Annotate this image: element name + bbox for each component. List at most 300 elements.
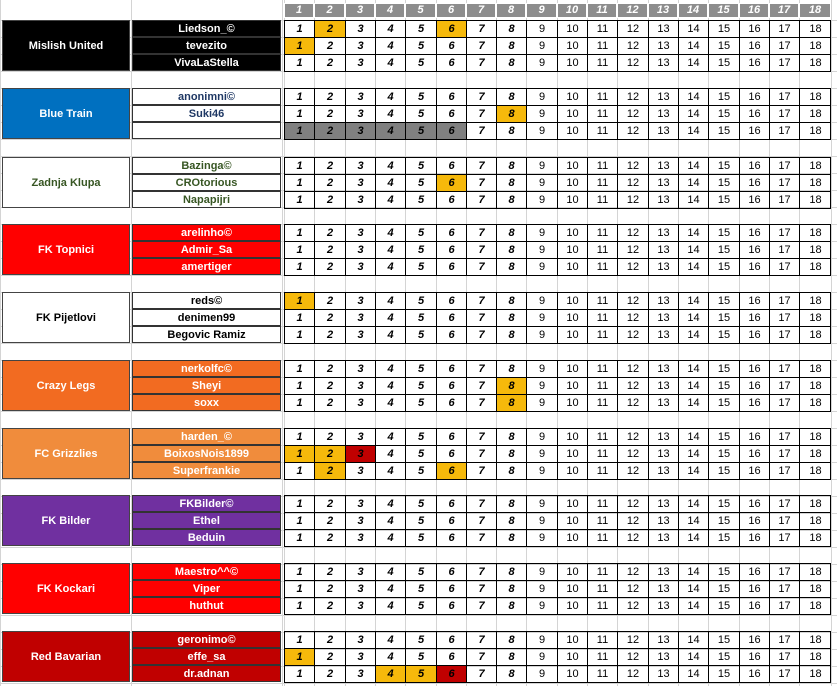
round-cell[interactable]: 14: [678, 648, 708, 665]
round-cell[interactable]: 17: [769, 631, 799, 648]
round-cell[interactable]: 1: [284, 563, 314, 580]
round-cell[interactable]: 10: [557, 462, 587, 479]
round-cell[interactable]: 13: [648, 241, 678, 258]
round-cell[interactable]: 5: [405, 157, 436, 174]
round-cell[interactable]: 7: [466, 258, 496, 275]
player-name[interactable]: dr.adnan: [132, 665, 281, 682]
round-cell[interactable]: 7: [466, 224, 496, 241]
round-cell[interactable]: 14: [678, 241, 708, 258]
round-cell[interactable]: 3: [345, 20, 375, 37]
round-cell[interactable]: 6: [436, 224, 466, 241]
round-cell[interactable]: 5: [405, 174, 436, 191]
round-cell[interactable]: 11: [587, 224, 617, 241]
round-cell[interactable]: 8: [496, 191, 526, 208]
round-cell[interactable]: 6: [436, 665, 466, 682]
round-cell[interactable]: 13: [648, 326, 678, 343]
round-cell[interactable]: 8: [496, 174, 526, 191]
round-cell[interactable]: 11: [587, 665, 617, 682]
round-cell[interactable]: 5: [405, 445, 436, 462]
round-cell[interactable]: 17: [769, 174, 799, 191]
round-cell[interactable]: 10: [557, 631, 587, 648]
player-name[interactable]: nerkolfc©: [132, 360, 281, 377]
round-cell[interactable]: 17: [769, 157, 799, 174]
player-name[interactable]: Admir_Sa: [132, 241, 281, 258]
round-cell[interactable]: 14: [678, 495, 708, 512]
round-cell[interactable]: 14: [678, 174, 708, 191]
round-cell[interactable]: 10: [557, 174, 587, 191]
round-cell[interactable]: 1: [284, 360, 314, 377]
round-cell[interactable]: 16: [739, 292, 769, 309]
round-cell[interactable]: 7: [466, 648, 496, 665]
player-name[interactable]: Napapijri: [132, 191, 281, 208]
round-cell[interactable]: 6: [436, 54, 466, 71]
team-name[interactable]: Blue Train: [2, 88, 130, 139]
round-cell[interactable]: 6: [436, 309, 466, 326]
round-cell[interactable]: 4: [375, 377, 405, 394]
round-cell[interactable]: 17: [769, 258, 799, 275]
player-name[interactable]: amertiger: [132, 258, 281, 275]
round-cell[interactable]: 7: [466, 377, 496, 394]
round-header-8[interactable]: 8: [496, 3, 526, 18]
round-cell[interactable]: 4: [375, 174, 405, 191]
team-name[interactable]: Mislish United: [2, 20, 130, 71]
round-cell[interactable]: 14: [678, 445, 708, 462]
round-cell[interactable]: 1: [284, 292, 314, 309]
round-cell[interactable]: 17: [769, 580, 799, 597]
round-cell[interactable]: 7: [466, 157, 496, 174]
round-cell[interactable]: 13: [648, 105, 678, 122]
round-cell[interactable]: 17: [769, 54, 799, 71]
round-cell[interactable]: 1: [284, 462, 314, 479]
round-cell[interactable]: 12: [617, 37, 648, 54]
round-header-11[interactable]: 11: [587, 3, 617, 18]
round-cell[interactable]: 12: [617, 631, 648, 648]
round-cell[interactable]: 3: [345, 495, 375, 512]
round-cell[interactable]: 13: [648, 258, 678, 275]
round-cell[interactable]: 8: [496, 37, 526, 54]
round-cell[interactable]: 9: [526, 326, 557, 343]
round-cell[interactable]: 6: [436, 258, 466, 275]
round-cell[interactable]: 7: [466, 445, 496, 462]
round-cell[interactable]: 18: [799, 122, 831, 139]
round-header-1[interactable]: 1: [284, 3, 314, 18]
round-cell[interactable]: 12: [617, 191, 648, 208]
round-cell[interactable]: 9: [526, 105, 557, 122]
round-cell[interactable]: 9: [526, 54, 557, 71]
round-cell[interactable]: 14: [678, 597, 708, 614]
round-cell[interactable]: 17: [769, 224, 799, 241]
round-cell[interactable]: 12: [617, 665, 648, 682]
round-cell[interactable]: 10: [557, 88, 587, 105]
round-cell[interactable]: 4: [375, 648, 405, 665]
round-cell[interactable]: 18: [799, 157, 831, 174]
round-cell[interactable]: 15: [708, 563, 739, 580]
round-cell[interactable]: 11: [587, 495, 617, 512]
round-cell[interactable]: 10: [557, 191, 587, 208]
round-cell[interactable]: 16: [739, 580, 769, 597]
round-cell[interactable]: 15: [708, 191, 739, 208]
round-cell[interactable]: 15: [708, 512, 739, 529]
round-cell[interactable]: 7: [466, 105, 496, 122]
round-cell[interactable]: 15: [708, 631, 739, 648]
round-cell[interactable]: 14: [678, 20, 708, 37]
round-cell[interactable]: 7: [466, 394, 496, 411]
round-cell[interactable]: 14: [678, 191, 708, 208]
round-cell[interactable]: 10: [557, 394, 587, 411]
round-cell[interactable]: 3: [345, 174, 375, 191]
round-cell[interactable]: 18: [799, 597, 831, 614]
round-cell[interactable]: 14: [678, 631, 708, 648]
round-cell[interactable]: 15: [708, 105, 739, 122]
round-cell[interactable]: 15: [708, 597, 739, 614]
round-cell[interactable]: 12: [617, 258, 648, 275]
round-cell[interactable]: 10: [557, 665, 587, 682]
round-cell[interactable]: 16: [739, 360, 769, 377]
player-name[interactable]: Ethel: [132, 512, 281, 529]
round-cell[interactable]: 17: [769, 597, 799, 614]
round-cell[interactable]: 8: [496, 309, 526, 326]
round-cell[interactable]: 4: [375, 157, 405, 174]
round-cell[interactable]: 10: [557, 597, 587, 614]
round-cell[interactable]: 17: [769, 88, 799, 105]
round-cell[interactable]: 16: [739, 122, 769, 139]
round-cell[interactable]: 1: [284, 428, 314, 445]
round-cell[interactable]: 12: [617, 445, 648, 462]
round-cell[interactable]: 9: [526, 241, 557, 258]
round-cell[interactable]: 3: [345, 428, 375, 445]
round-cell[interactable]: 18: [799, 428, 831, 445]
round-cell[interactable]: 10: [557, 495, 587, 512]
round-cell[interactable]: 12: [617, 495, 648, 512]
round-cell[interactable]: 2: [314, 309, 345, 326]
round-cell[interactable]: 3: [345, 631, 375, 648]
round-cell[interactable]: 4: [375, 224, 405, 241]
round-cell[interactable]: 1: [284, 241, 314, 258]
round-cell[interactable]: 7: [466, 529, 496, 546]
player-name[interactable]: FKBilder©: [132, 495, 281, 512]
round-cell[interactable]: 1: [284, 529, 314, 546]
round-cell[interactable]: 2: [314, 20, 345, 37]
round-cell[interactable]: 14: [678, 309, 708, 326]
round-cell[interactable]: 7: [466, 88, 496, 105]
round-cell[interactable]: 3: [345, 292, 375, 309]
round-cell[interactable]: 11: [587, 292, 617, 309]
round-header-6[interactable]: 6: [436, 3, 466, 18]
round-cell[interactable]: 12: [617, 462, 648, 479]
round-cell[interactable]: 12: [617, 174, 648, 191]
round-cell[interactable]: 9: [526, 377, 557, 394]
round-cell[interactable]: 2: [314, 88, 345, 105]
round-header-10[interactable]: 10: [557, 3, 587, 18]
round-cell[interactable]: 5: [405, 462, 436, 479]
round-cell[interactable]: 18: [799, 105, 831, 122]
round-cell[interactable]: 16: [739, 512, 769, 529]
round-cell[interactable]: 12: [617, 54, 648, 71]
round-cell[interactable]: 4: [375, 122, 405, 139]
round-cell[interactable]: 5: [405, 597, 436, 614]
round-cell[interactable]: 6: [436, 377, 466, 394]
round-cell[interactable]: 13: [648, 462, 678, 479]
round-cell[interactable]: 6: [436, 360, 466, 377]
round-cell[interactable]: 8: [496, 157, 526, 174]
round-cell[interactable]: 5: [405, 88, 436, 105]
round-cell[interactable]: 8: [496, 122, 526, 139]
round-cell[interactable]: 17: [769, 326, 799, 343]
round-cell[interactable]: 8: [496, 394, 526, 411]
round-cell[interactable]: 12: [617, 105, 648, 122]
round-cell[interactable]: 13: [648, 428, 678, 445]
round-cell[interactable]: 14: [678, 360, 708, 377]
round-cell[interactable]: 11: [587, 445, 617, 462]
round-cell[interactable]: 6: [436, 241, 466, 258]
player-name[interactable]: reds©: [132, 292, 281, 309]
round-cell[interactable]: 8: [496, 20, 526, 37]
round-cell[interactable]: 2: [314, 224, 345, 241]
round-cell[interactable]: 7: [466, 563, 496, 580]
round-cell[interactable]: 13: [648, 665, 678, 682]
round-cell[interactable]: 12: [617, 428, 648, 445]
round-cell[interactable]: 5: [405, 54, 436, 71]
round-cell[interactable]: 1: [284, 445, 314, 462]
round-cell[interactable]: 6: [436, 648, 466, 665]
round-cell[interactable]: 12: [617, 224, 648, 241]
round-cell[interactable]: 15: [708, 309, 739, 326]
round-cell[interactable]: 10: [557, 360, 587, 377]
round-cell[interactable]: 12: [617, 122, 648, 139]
round-cell[interactable]: 18: [799, 258, 831, 275]
player-name[interactable]: geronimo©: [132, 631, 281, 648]
round-cell[interactable]: 3: [345, 224, 375, 241]
round-cell[interactable]: 6: [436, 529, 466, 546]
round-cell[interactable]: 5: [405, 191, 436, 208]
round-cell[interactable]: 8: [496, 597, 526, 614]
round-cell[interactable]: 14: [678, 258, 708, 275]
round-cell[interactable]: 1: [284, 54, 314, 71]
round-cell[interactable]: 2: [314, 428, 345, 445]
round-cell[interactable]: 13: [648, 512, 678, 529]
round-cell[interactable]: 10: [557, 157, 587, 174]
round-cell[interactable]: 6: [436, 105, 466, 122]
round-cell[interactable]: 11: [587, 157, 617, 174]
round-cell[interactable]: 12: [617, 292, 648, 309]
round-cell[interactable]: 13: [648, 37, 678, 54]
player-name[interactable]: VivaLaStella: [132, 54, 281, 71]
round-cell[interactable]: 9: [526, 665, 557, 682]
round-cell[interactable]: 18: [799, 360, 831, 377]
round-cell[interactable]: 12: [617, 326, 648, 343]
round-cell[interactable]: 1: [284, 258, 314, 275]
round-cell[interactable]: 3: [345, 88, 375, 105]
round-header-14[interactable]: 14: [678, 3, 708, 18]
round-cell[interactable]: 17: [769, 648, 799, 665]
round-cell[interactable]: 13: [648, 529, 678, 546]
round-cell[interactable]: 10: [557, 326, 587, 343]
player-name[interactable]: huthut: [132, 597, 281, 614]
round-cell[interactable]: 6: [436, 88, 466, 105]
round-cell[interactable]: 8: [496, 360, 526, 377]
round-cell[interactable]: 14: [678, 563, 708, 580]
round-cell[interactable]: 7: [466, 292, 496, 309]
round-cell[interactable]: 8: [496, 105, 526, 122]
round-cell[interactable]: 14: [678, 157, 708, 174]
round-cell[interactable]: 13: [648, 309, 678, 326]
round-cell[interactable]: 13: [648, 445, 678, 462]
round-cell[interactable]: 11: [587, 37, 617, 54]
round-cell[interactable]: 6: [436, 597, 466, 614]
round-cell[interactable]: 10: [557, 292, 587, 309]
round-cell[interactable]: 9: [526, 309, 557, 326]
round-cell[interactable]: 3: [345, 309, 375, 326]
round-cell[interactable]: 2: [314, 105, 345, 122]
round-cell[interactable]: 1: [284, 122, 314, 139]
round-cell[interactable]: 7: [466, 241, 496, 258]
round-cell[interactable]: 17: [769, 462, 799, 479]
round-cell[interactable]: 17: [769, 292, 799, 309]
player-name[interactable]: soxx: [132, 394, 281, 411]
round-cell[interactable]: 6: [436, 157, 466, 174]
round-cell[interactable]: 11: [587, 428, 617, 445]
round-cell[interactable]: 3: [345, 241, 375, 258]
player-name[interactable]: tevezito: [132, 37, 281, 54]
round-cell[interactable]: 13: [648, 191, 678, 208]
round-cell[interactable]: 6: [436, 580, 466, 597]
round-cell[interactable]: 15: [708, 648, 739, 665]
round-cell[interactable]: 5: [405, 648, 436, 665]
round-cell[interactable]: 9: [526, 157, 557, 174]
round-cell[interactable]: 10: [557, 20, 587, 37]
round-cell[interactable]: 8: [496, 580, 526, 597]
round-cell[interactable]: 6: [436, 37, 466, 54]
round-cell[interactable]: 13: [648, 495, 678, 512]
round-cell[interactable]: 14: [678, 326, 708, 343]
round-cell[interactable]: 11: [587, 580, 617, 597]
round-cell[interactable]: 5: [405, 580, 436, 597]
round-cell[interactable]: 4: [375, 37, 405, 54]
round-cell[interactable]: 11: [587, 631, 617, 648]
round-cell[interactable]: 3: [345, 462, 375, 479]
round-cell[interactable]: 8: [496, 648, 526, 665]
round-cell[interactable]: 16: [739, 631, 769, 648]
round-cell[interactable]: 16: [739, 462, 769, 479]
round-cell[interactable]: 12: [617, 241, 648, 258]
team-name[interactable]: Zadnja Klupa: [2, 157, 130, 208]
round-cell[interactable]: 3: [345, 122, 375, 139]
round-cell[interactable]: 2: [314, 241, 345, 258]
round-cell[interactable]: 1: [284, 495, 314, 512]
round-cell[interactable]: 13: [648, 224, 678, 241]
round-cell[interactable]: 18: [799, 495, 831, 512]
round-cell[interactable]: 15: [708, 377, 739, 394]
round-cell[interactable]: 16: [739, 241, 769, 258]
round-cell[interactable]: 6: [436, 512, 466, 529]
round-cell[interactable]: 8: [496, 462, 526, 479]
round-cell[interactable]: 14: [678, 462, 708, 479]
round-cell[interactable]: 1: [284, 512, 314, 529]
round-cell[interactable]: 17: [769, 512, 799, 529]
round-cell[interactable]: 3: [345, 445, 375, 462]
round-cell[interactable]: 3: [345, 563, 375, 580]
round-cell[interactable]: 2: [314, 462, 345, 479]
round-cell[interactable]: 6: [436, 428, 466, 445]
round-cell[interactable]: 17: [769, 360, 799, 377]
round-cell[interactable]: 11: [587, 326, 617, 343]
round-cell[interactable]: 10: [557, 580, 587, 597]
round-cell[interactable]: 5: [405, 563, 436, 580]
round-cell[interactable]: 12: [617, 648, 648, 665]
round-cell[interactable]: 13: [648, 394, 678, 411]
round-cell[interactable]: 17: [769, 309, 799, 326]
round-cell[interactable]: 18: [799, 512, 831, 529]
round-cell[interactable]: 5: [405, 428, 436, 445]
round-cell[interactable]: 15: [708, 224, 739, 241]
round-cell[interactable]: 3: [345, 360, 375, 377]
player-name[interactable]: denimen99: [132, 309, 281, 326]
round-cell[interactable]: 5: [405, 631, 436, 648]
round-cell[interactable]: 10: [557, 122, 587, 139]
round-cell[interactable]: 2: [314, 54, 345, 71]
round-cell[interactable]: 8: [496, 428, 526, 445]
round-cell[interactable]: 6: [436, 326, 466, 343]
round-cell[interactable]: 2: [314, 191, 345, 208]
round-cell[interactable]: 18: [799, 37, 831, 54]
round-cell[interactable]: 3: [345, 394, 375, 411]
round-cell[interactable]: 3: [345, 665, 375, 682]
round-cell[interactable]: 13: [648, 157, 678, 174]
player-name[interactable]: Superfrankie: [132, 462, 281, 479]
round-cell[interactable]: 1: [284, 309, 314, 326]
round-header-18[interactable]: 18: [799, 3, 831, 18]
round-cell[interactable]: 2: [314, 631, 345, 648]
team-name[interactable]: FC Grizzlies: [2, 428, 130, 479]
round-cell[interactable]: 13: [648, 377, 678, 394]
round-cell[interactable]: 7: [466, 309, 496, 326]
round-cell[interactable]: 11: [587, 54, 617, 71]
round-cell[interactable]: 17: [769, 529, 799, 546]
round-header-9[interactable]: 9: [526, 3, 557, 18]
round-cell[interactable]: 12: [617, 512, 648, 529]
round-cell[interactable]: 9: [526, 174, 557, 191]
round-cell[interactable]: 11: [587, 394, 617, 411]
round-cell[interactable]: 15: [708, 88, 739, 105]
round-cell[interactable]: 15: [708, 292, 739, 309]
round-cell[interactable]: 9: [526, 495, 557, 512]
round-cell[interactable]: 16: [739, 309, 769, 326]
round-cell[interactable]: 5: [405, 360, 436, 377]
round-cell[interactable]: 15: [708, 580, 739, 597]
round-cell[interactable]: 1: [284, 105, 314, 122]
round-cell[interactable]: 5: [405, 105, 436, 122]
round-cell[interactable]: 4: [375, 20, 405, 37]
round-cell[interactable]: 14: [678, 105, 708, 122]
round-cell[interactable]: 7: [466, 580, 496, 597]
round-cell[interactable]: 7: [466, 428, 496, 445]
round-cell[interactable]: 18: [799, 326, 831, 343]
player-name[interactable]: Viper: [132, 580, 281, 597]
round-cell[interactable]: 16: [739, 665, 769, 682]
round-cell[interactable]: 16: [739, 20, 769, 37]
round-cell[interactable]: 13: [648, 174, 678, 191]
round-cell[interactable]: 18: [799, 529, 831, 546]
round-cell[interactable]: 14: [678, 54, 708, 71]
round-cell[interactable]: 8: [496, 529, 526, 546]
player-name[interactable]: anonimni©: [132, 88, 281, 105]
round-cell[interactable]: 14: [678, 88, 708, 105]
round-cell[interactable]: 6: [436, 292, 466, 309]
round-cell[interactable]: 6: [436, 174, 466, 191]
round-cell[interactable]: 3: [345, 54, 375, 71]
round-cell[interactable]: 13: [648, 292, 678, 309]
round-cell[interactable]: 16: [739, 394, 769, 411]
